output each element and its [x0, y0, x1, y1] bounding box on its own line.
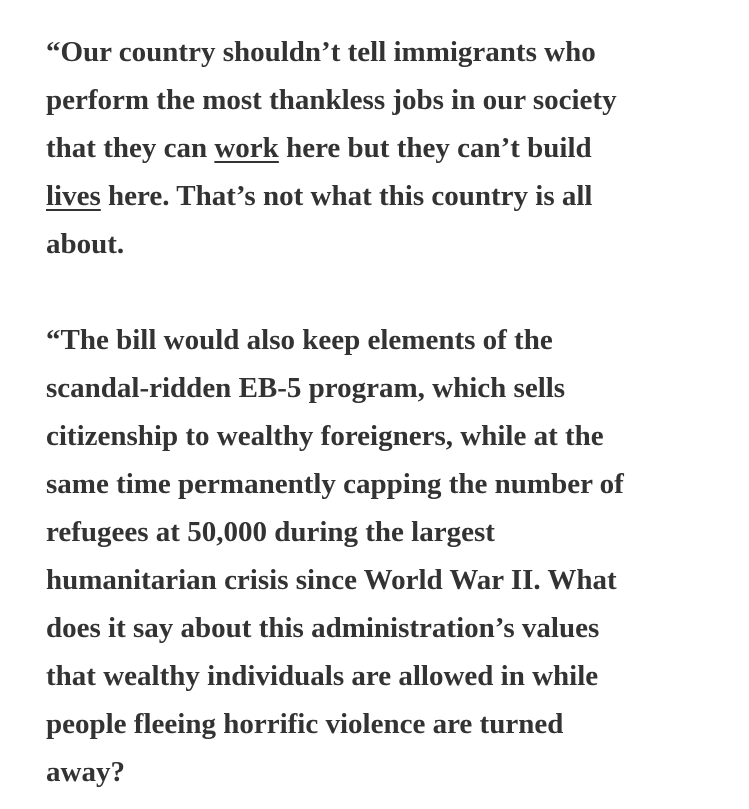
text-line: scandal-ridden EB-5 program, which sells	[46, 372, 566, 404]
quote-document	[46, 28, 706, 796]
text-line: humanitarian crisis since World War II. What	[46, 564, 617, 596]
text-line: that wealthy individuals are allowed in while	[46, 660, 599, 692]
text-line: about.	[46, 228, 125, 260]
text-fragment: here. That’s not what this country is all	[100, 180, 593, 212]
text-line: people fleeing horrific violence are turned	[46, 708, 564, 740]
text-line: refugees at 50,000 during the largest	[46, 516, 495, 548]
text-line: citizenship to wealthy foreigners, while at the	[46, 420, 604, 452]
paragraph-spacer	[46, 268, 706, 316]
text-line: same time permanently capping the number of	[46, 468, 624, 500]
quote-paragraph-1	[46, 28, 706, 268]
text-line: away?	[46, 756, 125, 788]
text-line: perform the most thankless jobs in our society	[46, 84, 617, 116]
text-fragment: that they can	[46, 132, 215, 164]
text-line: does it say about this administration’s values	[46, 612, 600, 644]
text-line: “The bill would also keep elements of the	[46, 324, 553, 356]
work-link[interactable]: work	[214, 132, 279, 164]
text-line	[46, 172, 706, 220]
text-fragment: here but they can’t build	[278, 132, 592, 164]
quote-paragraph-2	[46, 316, 706, 796]
text-line	[46, 124, 706, 172]
text-line: “Our country shouldn’t tell immigrants who	[46, 36, 596, 68]
lives-link[interactable]: lives	[46, 180, 101, 212]
